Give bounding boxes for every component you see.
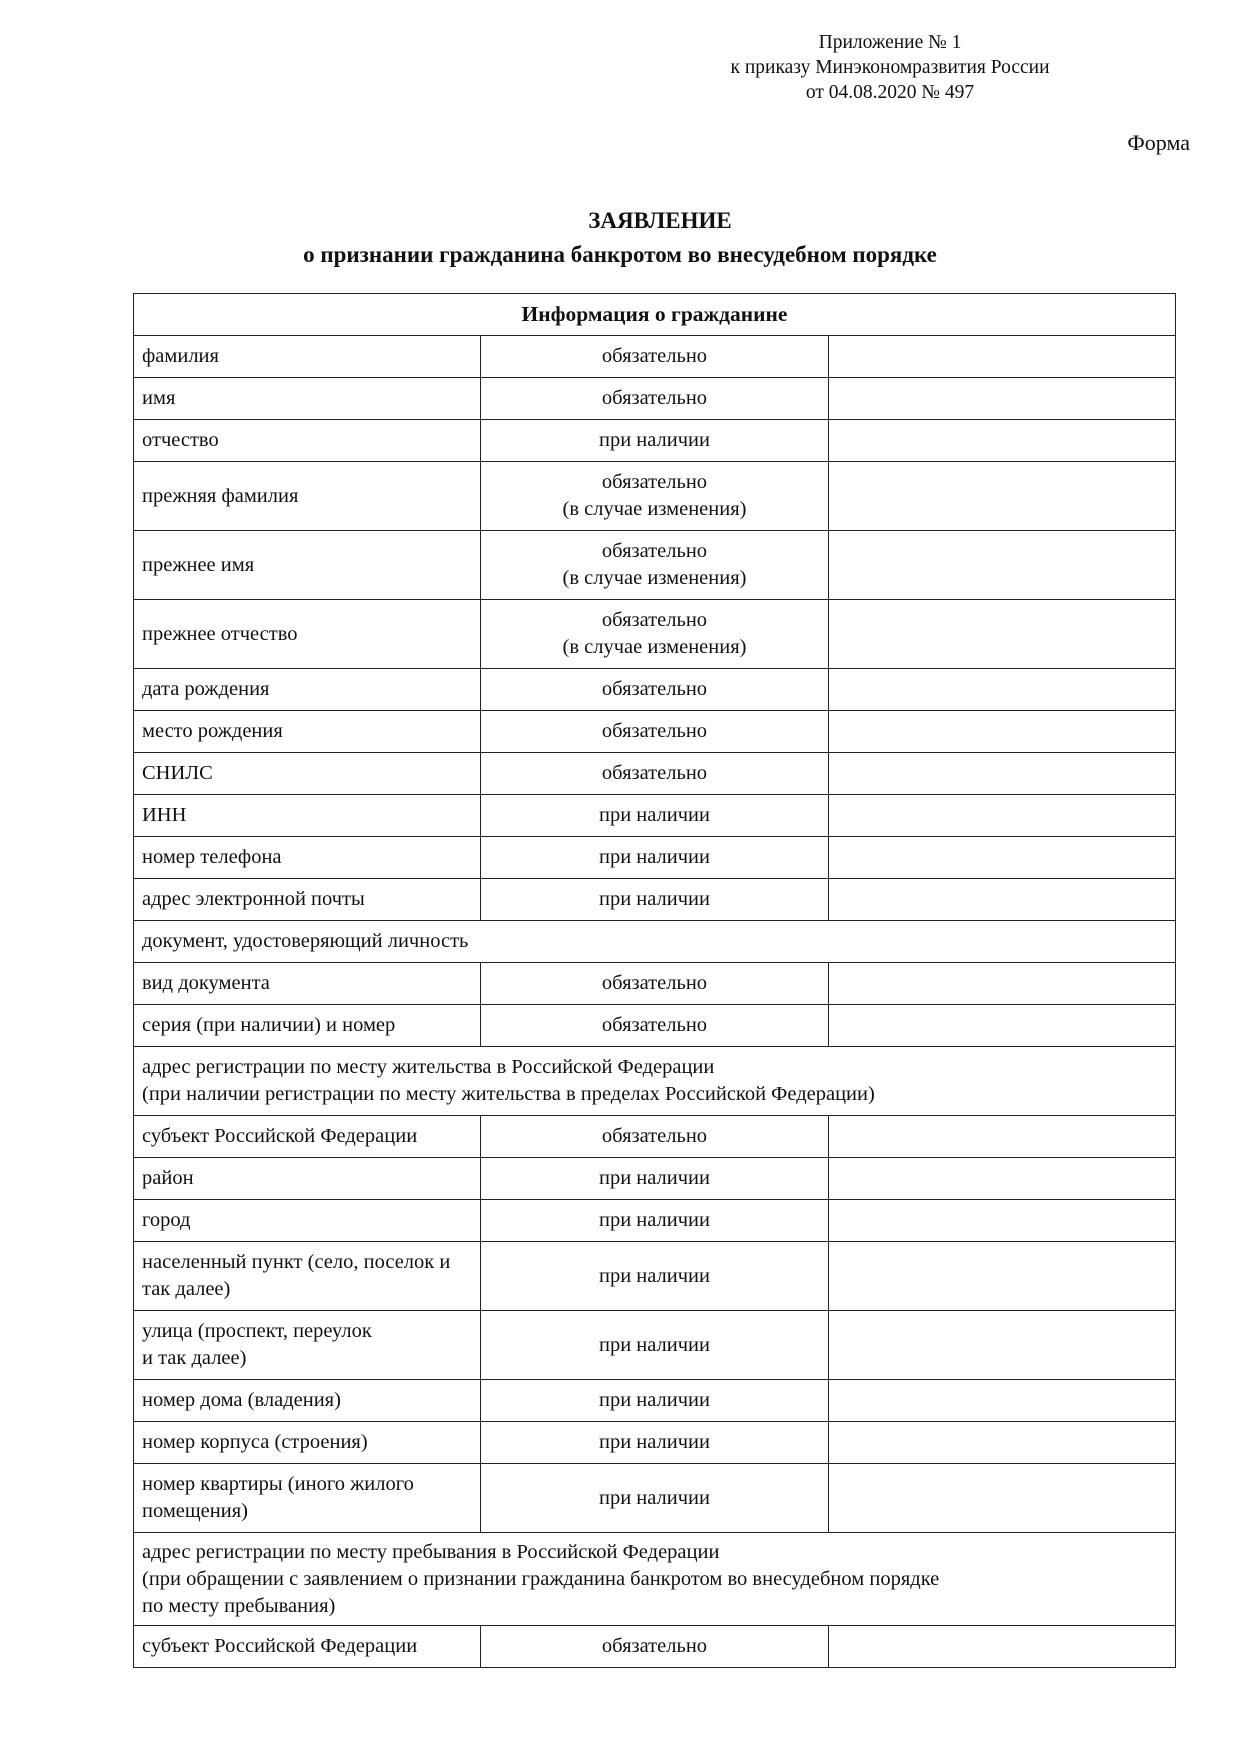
table-row xyxy=(134,336,1176,378)
title-line-2: о признании гражданина банкротом во внесудебном порядке xyxy=(303,242,937,267)
document-title xyxy=(0,204,1240,272)
subsection-line-1: адрес регистрации по месту пребывания в Российской Федерации xyxy=(142,1540,720,1563)
row-label: прежнее отчество xyxy=(134,600,481,669)
row-label: место рождения xyxy=(134,711,481,753)
row-value-cell[interactable] xyxy=(828,378,1175,420)
row-requirement xyxy=(481,600,828,669)
row-requirement: при наличии xyxy=(481,795,828,837)
row-value-cell[interactable] xyxy=(828,837,1175,879)
table-row xyxy=(134,1626,1176,1668)
table-row xyxy=(134,753,1176,795)
label-line-1: номер квартиры (иного жилого xyxy=(142,1473,414,1495)
row-value-cell[interactable] xyxy=(828,1158,1175,1200)
table-row xyxy=(134,1242,1176,1311)
row-label: район xyxy=(134,1158,481,1200)
citizen-info-table xyxy=(133,293,1176,1668)
subsection-line-3: по месту пребывания) xyxy=(142,1594,336,1617)
row-value-cell[interactable] xyxy=(828,1626,1175,1668)
row-value-cell[interactable] xyxy=(828,1380,1175,1422)
appendix-line-2: к приказу Минэкономразвития России xyxy=(730,57,1050,78)
row-label: серия (при наличии) и номер xyxy=(134,1005,481,1047)
row-requirement: при наличии xyxy=(481,1422,828,1464)
appendix-line-3: от 04.08.2020 № 497 xyxy=(805,82,975,103)
appendix-line-1: Приложение № 1 xyxy=(818,32,962,53)
row-requirement: обязательно xyxy=(481,1005,828,1047)
row-requirement xyxy=(481,531,828,600)
appendix-reference xyxy=(700,30,1080,105)
row-requirement xyxy=(481,462,828,531)
row-requirement: обязательно xyxy=(481,1116,828,1158)
row-requirement: обязательно xyxy=(481,711,828,753)
table-subsection-row xyxy=(134,1533,1176,1626)
row-requirement: при наличии xyxy=(481,837,828,879)
row-value-cell[interactable] xyxy=(828,1005,1175,1047)
requirement-line-1: обязательно xyxy=(601,609,708,631)
row-label xyxy=(134,1242,481,1311)
row-label: дата рождения xyxy=(134,669,481,711)
row-label xyxy=(134,1464,481,1533)
row-label: субъект Российской Федерации xyxy=(134,1626,481,1668)
table-row xyxy=(134,1158,1176,1200)
row-label: отчество xyxy=(134,420,481,462)
table-row xyxy=(134,1116,1176,1158)
row-requirement: при наличии xyxy=(481,1242,828,1311)
table-row xyxy=(134,420,1176,462)
form-label: Форма xyxy=(1127,130,1190,155)
row-requirement: обязательно xyxy=(481,753,828,795)
requirement-line-2: (в случае изменения) xyxy=(562,567,747,589)
subsection-label: документ, удостоверяющий личность xyxy=(134,921,1176,963)
requirement-line-1: обязательно xyxy=(601,471,708,493)
row-label xyxy=(134,1311,481,1380)
table-row xyxy=(134,963,1176,1005)
table-row xyxy=(134,879,1176,921)
table-subsection-row xyxy=(134,921,1176,963)
requirement-line-2: (в случае изменения) xyxy=(562,498,747,520)
table-row xyxy=(134,1311,1176,1380)
subsection-line-2: (при наличии регистрации по месту жительства в пределах Российской Федерации) xyxy=(142,1083,875,1105)
row-label: номер телефона xyxy=(134,837,481,879)
table-row xyxy=(134,795,1176,837)
table-row xyxy=(134,837,1176,879)
row-value-cell[interactable] xyxy=(828,600,1175,669)
row-label: номер дома (владения) xyxy=(134,1380,481,1422)
row-requirement: обязательно xyxy=(481,669,828,711)
table-row xyxy=(134,669,1176,711)
row-label: прежнее имя xyxy=(134,531,481,600)
table-row xyxy=(134,1422,1176,1464)
table-row xyxy=(134,711,1176,753)
row-value-cell[interactable] xyxy=(828,669,1175,711)
row-value-cell[interactable] xyxy=(828,420,1175,462)
row-value-cell[interactable] xyxy=(828,1242,1175,1311)
row-value-cell[interactable] xyxy=(828,1464,1175,1533)
subsection-line-1: адрес регистрации по месту жительства в Российской Федерации xyxy=(142,1056,715,1078)
row-requirement: обязательно xyxy=(481,963,828,1005)
row-value-cell[interactable] xyxy=(828,795,1175,837)
row-label: субъект Российской Федерации xyxy=(134,1116,481,1158)
table-row xyxy=(134,600,1176,669)
row-label: ИНН xyxy=(134,795,481,837)
label-line-2: и так далее) xyxy=(142,1347,247,1369)
row-requirement: при наличии xyxy=(481,1380,828,1422)
row-requirement: при наличии xyxy=(481,420,828,462)
label-line-2: так далее) xyxy=(142,1278,231,1300)
subsection-label xyxy=(134,1533,1176,1626)
row-requirement: при наличии xyxy=(481,1200,828,1242)
row-value-cell[interactable] xyxy=(828,1311,1175,1380)
section-header: Информация о гражданине xyxy=(134,294,1176,336)
row-label: адрес электронной почты xyxy=(134,879,481,921)
row-value-cell[interactable] xyxy=(828,879,1175,921)
label-line-1: населенный пункт (село, поселок и xyxy=(142,1251,451,1273)
row-label: фамилия xyxy=(134,336,481,378)
table-row xyxy=(134,1005,1176,1047)
row-value-cell[interactable] xyxy=(828,963,1175,1005)
row-value-cell[interactable] xyxy=(828,531,1175,600)
row-requirement: при наличии xyxy=(481,1311,828,1380)
row-value-cell[interactable] xyxy=(828,336,1175,378)
row-value-cell[interactable] xyxy=(828,462,1175,531)
table-section-header-row xyxy=(134,294,1176,336)
table-row xyxy=(134,462,1176,531)
row-requirement: обязательно xyxy=(481,378,828,420)
label-line-1: улица (проспект, переулок xyxy=(142,1320,372,1342)
row-requirement: при наличии xyxy=(481,879,828,921)
table-row xyxy=(134,1380,1176,1422)
row-label: прежняя фамилия xyxy=(134,462,481,531)
table-row xyxy=(134,1200,1176,1242)
row-value-cell[interactable] xyxy=(828,753,1175,795)
title-line-1: ЗАЯВЛЕНИЕ xyxy=(588,208,732,233)
table-row xyxy=(134,1464,1176,1533)
requirement-line-2: (в случае изменения) xyxy=(562,636,747,658)
subsection-line-2: (при обращении с заявлением о признании гражданина банкротом во внесудебном порядке xyxy=(142,1567,940,1590)
table-row xyxy=(134,531,1176,600)
row-value-cell[interactable] xyxy=(828,1200,1175,1242)
row-label: имя xyxy=(134,378,481,420)
row-requirement: при наличии xyxy=(481,1464,828,1533)
table-row xyxy=(134,378,1176,420)
row-label: город xyxy=(134,1200,481,1242)
requirement-line-1: обязательно xyxy=(601,540,708,562)
row-label: номер корпуса (строения) xyxy=(134,1422,481,1464)
subsection-label xyxy=(134,1047,1176,1116)
row-value-cell[interactable] xyxy=(828,1116,1175,1158)
row-value-cell[interactable] xyxy=(828,1422,1175,1464)
row-value-cell[interactable] xyxy=(828,711,1175,753)
row-requirement: обязательно xyxy=(481,1626,828,1668)
row-label: вид документа xyxy=(134,963,481,1005)
row-requirement: при наличии xyxy=(481,1158,828,1200)
row-label: СНИЛС xyxy=(134,753,481,795)
table-subsection-row xyxy=(134,1047,1176,1116)
label-line-2: помещения) xyxy=(142,1500,248,1522)
row-requirement: обязательно xyxy=(481,336,828,378)
